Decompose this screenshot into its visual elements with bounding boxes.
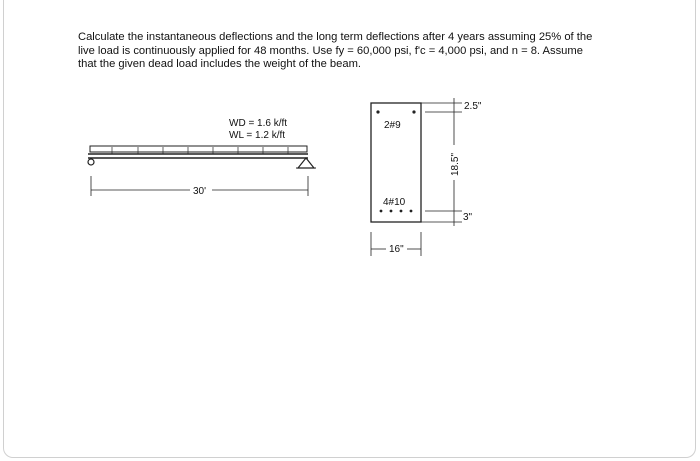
bottom-bar — [400, 210, 403, 213]
beam-elevation — [88, 118, 316, 197]
top-cover-label: 2.5" — [464, 101, 482, 112]
live-load-label: WL = 1.2 k/ft — [229, 130, 286, 141]
cross-section — [371, 98, 482, 256]
load-arrows — [112, 147, 288, 154]
span-label: 30' — [193, 186, 207, 197]
pin-support-icon — [298, 158, 314, 168]
top-bar — [412, 110, 415, 113]
bottom-bar — [390, 210, 393, 213]
problem-line-3: that the given dead load includes the weight of the beam. — [78, 58, 361, 70]
roller-support-icon — [88, 159, 94, 165]
bottom-bars-label: 4#10 — [383, 197, 406, 208]
bottom-cover-label: 3" — [463, 212, 473, 223]
depth-label: 18.5" — [450, 152, 461, 176]
top-bars-label: 2#9 — [384, 120, 401, 131]
bottom-bar — [380, 210, 383, 213]
distributed-load-block — [90, 146, 307, 152]
problem-line-1: Calculate the instantaneous deflections and the long term deflections after 4 years assuming 25% of the — [78, 31, 593, 43]
dead-load-label: WD = 1.6 k/ft — [229, 118, 288, 129]
top-bar — [376, 110, 379, 113]
width-label: 16" — [389, 244, 404, 255]
problem-line-2: live load is continuously applied for 48 months. Use fy = 60,000 psi, f'c = 4,000 psi, and n = 8. Assume — [78, 44, 583, 57]
bottom-bar — [410, 210, 413, 213]
